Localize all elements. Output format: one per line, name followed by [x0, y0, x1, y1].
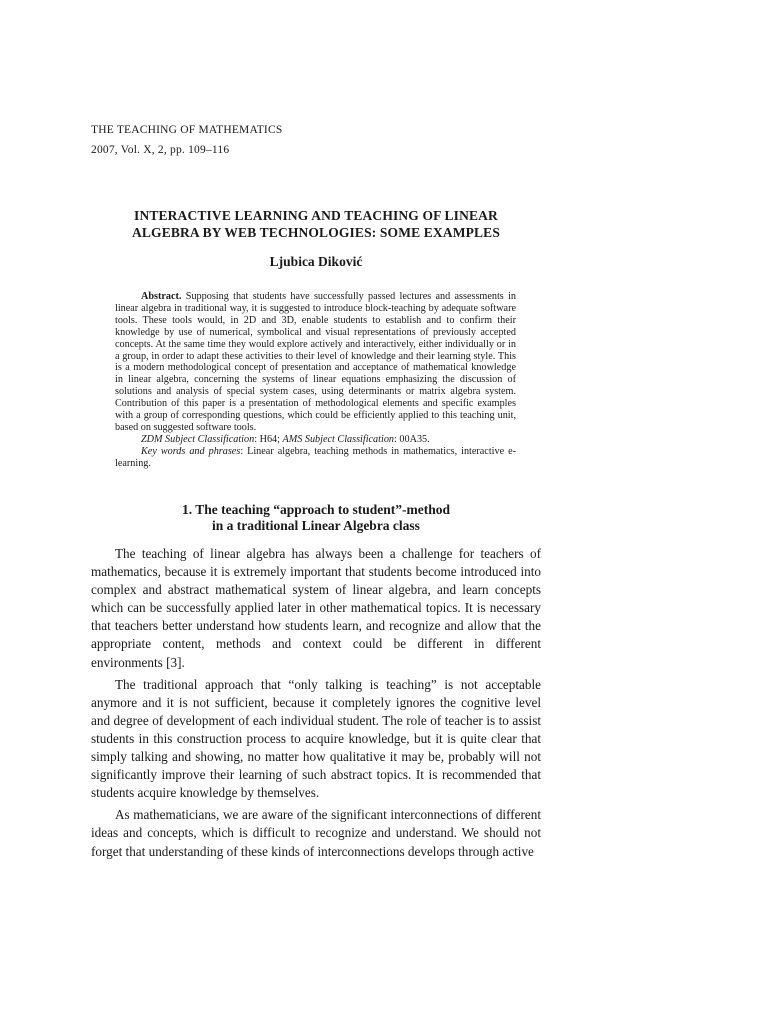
title-line-1: INTERACTIVE LEARNING AND TEACHING OF LINEAR	[134, 208, 498, 223]
abstract-block	[115, 291, 516, 470]
zdm-value: : H64;	[254, 433, 283, 445]
abstract-label: Abstract.	[141, 291, 182, 302]
body-text	[91, 545, 541, 865]
journal-issue: 2007, Vol. X, 2, pp. 109–116	[91, 144, 230, 156]
section-heading-line-1: 1. The teaching “approach to student”-method	[181, 502, 451, 517]
section-heading	[91, 502, 541, 534]
body-paragraph-2: The traditional approach that “only talking is teaching” is not acceptable anymore and it is not sufficient, because it completely ignores the cognitive level and degree of development of each individual student. The role of teacher is to assist students in this construction process to acquire knowledge, but it is quite clear that simply talking and showing, no matter how qualitative it may be, probably will not significantly improve their learning of such abstract topics. It is recommended that students acquire knowledge by themselves.	[91, 676, 541, 801]
journal-header	[91, 120, 282, 160]
title-line-2: ALGEBRA BY WEB TECHNOLOGIES: SOME EXAMPLES	[131, 225, 500, 240]
zdm-label: ZDM Subject Classification	[141, 433, 255, 445]
ams-label: AMS Subject Classification	[282, 433, 395, 445]
abstract-text: Supposing that students have successfully passed lectures and assessments in linear algebra in traditional way, it is suggested to introduce block-teaching by adequate software tools. These tools would, in 2D and 3D, enable students to establish and to confirm their knowledge by use of numerical, symbolical and visual representations of previously accepted concepts. At the same time they would explore actively and interactively, either individually or in a group, in order to adapt these activities to their level of knowledge and their learning style. This is a modern methodological concept of presentation and acceptance of mathematical knowledge in linear algebra, concerning the systems of linear equations emphasizing the discussion of solutions and analysis of special system cases, using determinants or matrix algebra system. Contribution of this paper is a presentation of methodological elements and specific examples with a group of corresponding questions, which could be efficiently applied to this teaching unit, based on suggested software tools.	[115, 291, 516, 433]
body-paragraph-3: As mathematicians, we are aware of the significant interconnections of different ideas and concepts, which is difficult to recognize and understand. We should not forget that understanding of these kinds of interconnections develops through active	[91, 807, 541, 859]
author-name: Ljubica Diković	[269, 254, 363, 269]
keywords	[115, 446, 516, 470]
journal-name: THE TEACHING OF MATHEMATICS	[91, 124, 283, 136]
keywords-value: : Linear algebra, teaching methods in mathematics, interactive e-learning.	[115, 445, 516, 469]
section-heading-line-2: in a traditional Linear Algebra class	[212, 518, 420, 533]
abstract-paragraph	[115, 291, 516, 434]
paper-title	[91, 207, 541, 241]
ams-value: : 00A35.	[394, 433, 430, 445]
keywords-label: Key words and phrases	[141, 445, 241, 457]
body-paragraph-1: The teaching of linear algebra has always been a challenge for teachers of mathematics, because it is extremely important that students become introduced into complex and abstract mathematical system of linear algebra, and learn concepts which can be successfully applied later in other mathematical topics. It is necessary that teachers better understand how students learn, and recognize and allow that the appropriate content, methods and context could be different in different environments [3].	[91, 546, 541, 670]
subject-classification	[115, 434, 516, 446]
